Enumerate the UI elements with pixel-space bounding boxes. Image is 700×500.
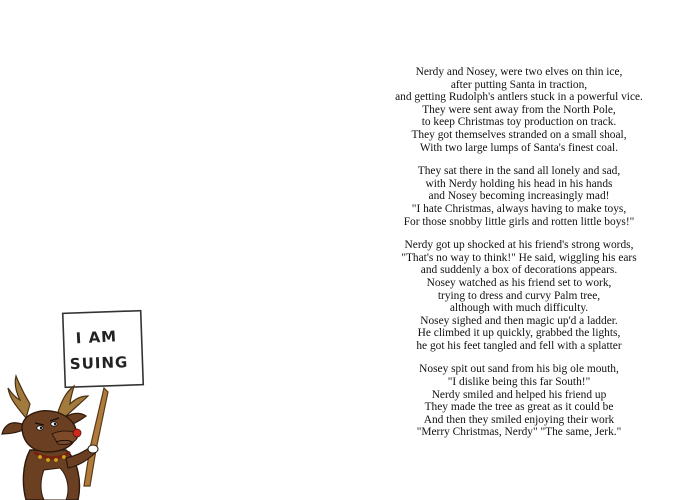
reindeer-belly — [41, 468, 68, 500]
right-pupil — [54, 423, 56, 425]
left-antler — [8, 376, 30, 418]
poem-line: They were sent away from the North Pole, — [422, 103, 616, 116]
poem-line: "Merry Christmas, Nerdy" "The same, Jerk." — [416, 426, 622, 439]
poem-line: trying to dress and curvy Palm tree, — [437, 289, 601, 302]
poem-line: Nosey sighed and then magic up'd a ladder. — [420, 314, 618, 327]
reindeer-hoof — [88, 445, 98, 453]
poem-line: and getting Rudolph's antlers stuck in a powerful vice. — [395, 91, 643, 104]
bell — [54, 458, 58, 462]
sign-text-line2: SUING — [69, 353, 129, 374]
poem-line: he got his feet tangled and fell with a splatter — [416, 339, 622, 352]
poem-line: Nosey watched as his friend set to work, — [426, 276, 612, 289]
stanza-1 — [360, 66, 678, 154]
sign-stick — [84, 388, 108, 486]
poem-line: For those snobby little girls and rotten little boys!" — [403, 215, 635, 228]
poem-line: Nosey spit out sand from his big ole mouth, — [419, 363, 619, 376]
poem — [360, 66, 678, 450]
poem-line: They made the tree as great as it could be — [424, 401, 614, 414]
stanza-4 — [360, 363, 678, 439]
poem-line: and Nosey becoming increasingly mad! — [428, 190, 610, 203]
poem-line: with Nerdy holding his head in his hands — [425, 177, 613, 190]
poem-line: And then they smiled enjoying their work — [423, 413, 615, 426]
poem-line: although with much difficulty. — [449, 302, 589, 315]
poem-line: "I dislike being this far South!" — [447, 376, 591, 389]
poem-line: They sat there in the sand all lonely and sad, — [417, 165, 621, 178]
poem-line: "I hate Christmas, always having to make toys, — [411, 202, 627, 215]
poem-line: With two large lumps of Santa's finest coal. — [419, 141, 619, 154]
poem-line: They got themselves stranded on a small shoal, — [411, 128, 627, 141]
poem-line: to keep Christmas toy production on track. — [421, 116, 617, 129]
sign-text-line1: I AM — [75, 327, 118, 348]
sign-board — [63, 311, 144, 388]
red-nose — [73, 429, 81, 437]
reindeer-protest-illustration — [0, 300, 170, 500]
left-pupil — [40, 427, 42, 429]
bell — [46, 458, 50, 462]
poem-line: Nerdy and Nosey, were two elves on thin ice, — [415, 66, 623, 78]
poem-line: "That's no way to think!" He said, wiggling his ears — [401, 251, 637, 264]
poem-line: after putting Santa in traction, — [450, 78, 588, 91]
stanza-2 — [360, 165, 678, 228]
bell — [38, 455, 42, 459]
poem-line: He climbed it up quickly, grabbed the lights, — [417, 327, 621, 340]
poem-line: Nerdy smiled and helped his friend up — [431, 388, 607, 401]
poem-line: Nerdy got up shocked at his friend's strong words, — [404, 239, 634, 252]
stanza-3 — [360, 239, 678, 352]
poem-line: and suddenly a box of decorations appears. — [420, 264, 618, 277]
